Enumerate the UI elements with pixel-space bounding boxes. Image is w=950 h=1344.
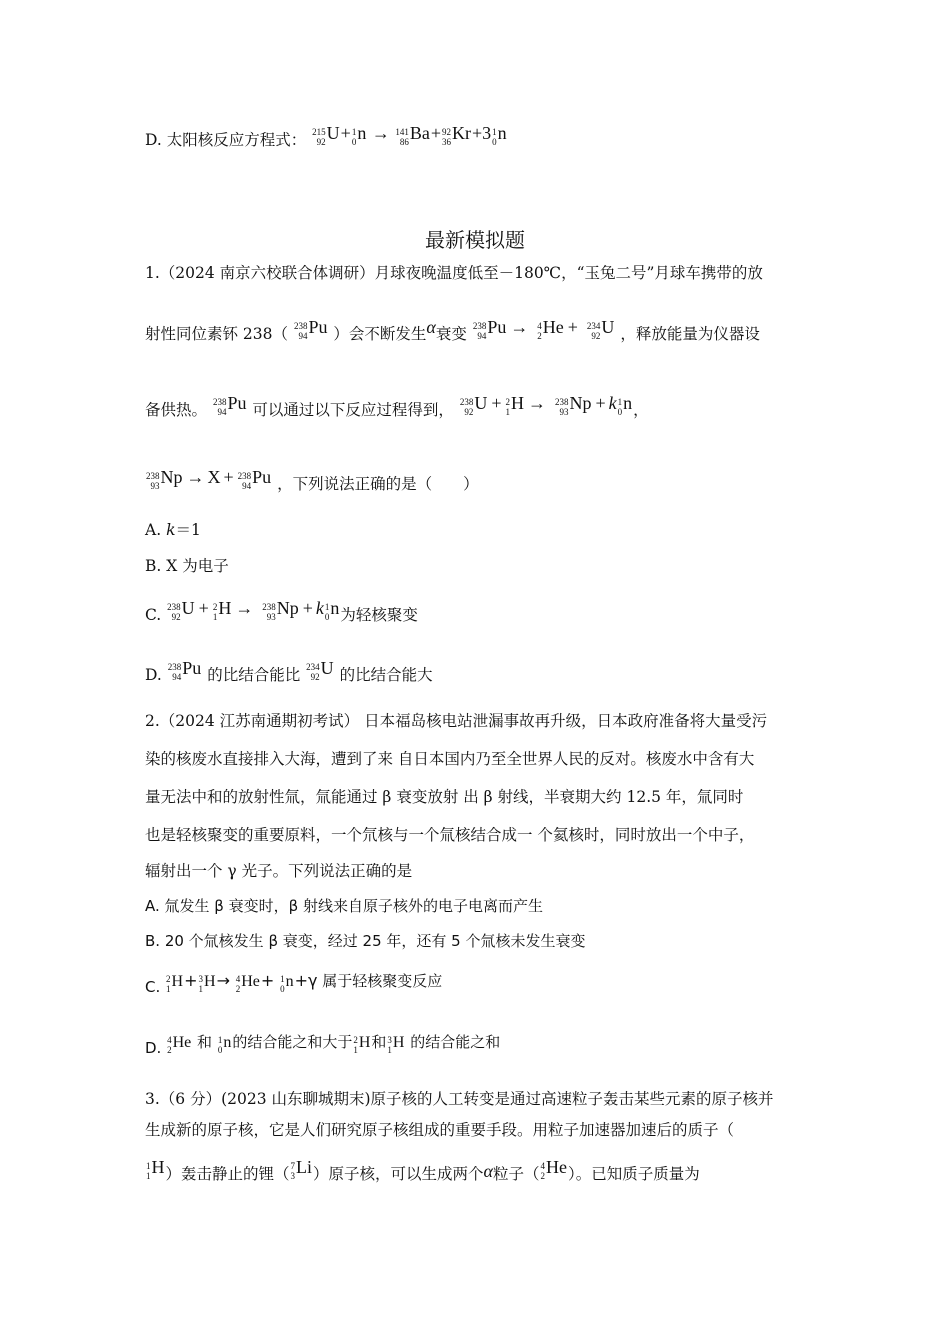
symbol: U (326, 123, 340, 143)
atomic-number: 93 (559, 406, 569, 417)
k-variable: k (166, 521, 176, 539)
q1-option-d (145, 658, 433, 686)
symbol: U (474, 393, 488, 413)
text: ）。已知质子质量为 (568, 1165, 700, 1183)
atomic-number: 0 (617, 406, 623, 417)
h2-nuclide (353, 1034, 371, 1060)
u234-nuclide (306, 658, 334, 686)
symbol: Li (296, 1157, 313, 1177)
text: 的比结合能大 (339, 666, 433, 684)
atomic-number: 1 (353, 1045, 358, 1056)
h2-nuclide (505, 393, 525, 421)
atomic-number: 36 (441, 136, 451, 147)
text: ，下列说法正确的是（ ） (277, 475, 479, 493)
u234-nuclide (586, 317, 615, 345)
mass-number: 234 (306, 661, 320, 672)
text: 的结合能之和 (405, 1033, 501, 1051)
atomic-number: 1 (505, 406, 511, 417)
mass-number: 238 (167, 661, 182, 672)
mass-number: 238 (212, 396, 227, 407)
q2-option-a: A. 氚发生 β 衰变时，β 射线来自原子核外的电子电离而产生 (145, 897, 543, 915)
text: D. (145, 666, 167, 684)
atomic-number: 1 (212, 611, 218, 622)
q1-stem-line-4 (145, 467, 479, 495)
atomic-number: 1 (198, 984, 203, 995)
text: ）原子核，可以生成两个 (313, 1165, 484, 1183)
atomic-number: 86 (399, 136, 409, 147)
symbol: n (330, 598, 340, 618)
pu238-nuclide (212, 393, 247, 421)
text: A. (145, 521, 167, 539)
symbol: H (204, 973, 216, 990)
q2-stem-line-4: 也是轻核聚变的重要原料，一个氘核与一个氚核结合成一 个氦核时，同时放出一个中子， (145, 826, 755, 844)
pu238-nuclide (472, 317, 507, 345)
mass-number: 3 (198, 974, 203, 985)
mass-number: 2 (212, 601, 218, 612)
atomic-number: 92 (464, 406, 474, 417)
plus: + (430, 123, 441, 143)
symbol: Pu (182, 658, 202, 678)
atomic-number: 1 (166, 984, 171, 995)
nuclide (395, 123, 430, 151)
atomic-number: 94 (217, 406, 227, 417)
q1-stem-line-3 (145, 393, 649, 421)
text: 的结合能之和大于 (232, 1033, 353, 1051)
k-variable: k (315, 598, 324, 618)
symbol: U (320, 658, 334, 678)
mass-number: 238 (167, 601, 181, 612)
plus: + (184, 971, 198, 990)
atomic-number: 92 (310, 671, 320, 682)
arrow: → (510, 317, 529, 337)
symbol: Np (160, 467, 183, 487)
mass-number: 1 (351, 126, 357, 137)
symbol: H (218, 598, 232, 618)
mass-number: 1 (617, 396, 623, 407)
plus: + (340, 123, 351, 143)
q2-stem-line-1: 2.（2024 江苏南通期初考试） 日本福岛核电站泄漏事故再升级，日本政府准备将大量受污 (145, 712, 768, 730)
mass-number: 4 (537, 320, 542, 331)
q3-stem-line-3 (145, 1157, 700, 1185)
text: D. (145, 1039, 162, 1057)
q2-stem-line-5: 辐射出一个 γ 光子。下列说法正确的是 (145, 862, 413, 880)
q1-option-c (145, 598, 418, 626)
atomic-number: 3 (290, 1170, 296, 1181)
np238-nuclide (554, 393, 592, 421)
arrow: → (216, 971, 230, 990)
pu238-nuclide (293, 317, 328, 345)
text: 衰变 (435, 325, 467, 343)
atomic-number: 0 (280, 984, 285, 995)
h2-nuclide (166, 973, 184, 999)
alpha-symbol: α (426, 317, 436, 337)
text: C. (145, 606, 167, 624)
neutron-nuclide (617, 393, 633, 421)
mass-number: 1 (492, 126, 497, 137)
q1-stem-line-1: 1.（2024 南京六校联合体调研）月球夜晚温度低至－180℃，“玉兔二号”月球车携带的放 (145, 264, 763, 282)
q3-stem-line-2: 生成新的原子核，它是人们研究原子核组成的重要手段。用粒子加速器加速后的质子（ (145, 1121, 735, 1139)
section-title: 最新模拟题 (425, 228, 525, 252)
symbol: H (511, 393, 525, 413)
symbol: Kr (451, 123, 471, 143)
atomic-number: 1 (387, 1045, 392, 1056)
plus: + (302, 598, 313, 618)
plus: + (595, 393, 606, 413)
atomic-number: 0 (492, 136, 497, 147)
atomic-number: 2 (537, 330, 542, 341)
q1-option-b: B. X 为电子 (145, 557, 229, 575)
mass-number: 238 (459, 396, 474, 407)
mass-number: 238 (472, 320, 487, 331)
pu238-nuclide (167, 658, 202, 686)
u238-nuclide (167, 598, 195, 626)
he4-nuclide (167, 1034, 192, 1060)
nuclide (351, 123, 367, 151)
mass-number: 3 (387, 1035, 392, 1046)
symbol: n (497, 123, 507, 143)
nuclide (312, 123, 340, 151)
sun-reaction-equation (311, 123, 507, 149)
text: 和 (192, 1033, 213, 1051)
plus: + (260, 971, 275, 990)
symbol: Pu (308, 317, 328, 337)
h1-nuclide (146, 1157, 165, 1185)
symbol: Pu (227, 393, 247, 413)
alpha-symbol: α (483, 1161, 493, 1181)
symbol: H (171, 973, 184, 990)
q2-option-b: B. 20 个氚核发生 β 衰变，经过 25 年，还有 5 个氚核未发生衰变 (145, 932, 586, 950)
text: 射性同位素钚 238（ (145, 325, 289, 343)
prev-option-d (145, 123, 508, 151)
arrow: → (371, 123, 390, 143)
plus: + (491, 393, 502, 413)
comma: ， (633, 401, 649, 419)
mass-number: 2 (166, 974, 171, 985)
atomic-number: 0 (324, 611, 330, 622)
mass-number: 238 (293, 320, 308, 331)
mass-number: 1 (217, 1035, 223, 1046)
symbol: n (623, 393, 633, 413)
mass-number: 234 (586, 320, 601, 331)
atomic-number: 2 (235, 984, 241, 995)
atomic-number: 2 (167, 1045, 172, 1056)
symbol: n (357, 123, 367, 143)
mass-number: 1 (324, 601, 330, 612)
arrow: → (528, 393, 547, 413)
text: ）轰击静止的锂（ (165, 1165, 290, 1183)
plus: + (223, 467, 234, 487)
mass-number: 4 (540, 1160, 545, 1171)
mass-number: 4 (235, 974, 241, 985)
np238-nuclide (262, 598, 299, 626)
atomic-number: 92 (316, 136, 326, 147)
atomic-number: 0 (217, 1045, 223, 1056)
li7-nuclide (290, 1157, 313, 1185)
symbol: n (223, 1034, 232, 1051)
atomic-number: 92 (591, 330, 601, 341)
symbol: U (601, 317, 615, 337)
atomic-number: 94 (242, 480, 252, 491)
q2-option-d (145, 1033, 501, 1060)
plus: +3 (471, 123, 492, 143)
q1-option-a (145, 519, 201, 541)
text: 粒子（ (492, 1165, 540, 1183)
nuclide (492, 123, 507, 151)
mass-number: 7 (290, 1160, 296, 1171)
symbol: He (542, 317, 564, 337)
symbol: He (546, 1157, 567, 1177)
neutron-nuclide (324, 598, 340, 626)
plus: + (567, 317, 578, 337)
symbol: Pu (487, 317, 507, 337)
symbol: Pu (252, 467, 272, 487)
atomic-number: 94 (477, 330, 487, 341)
arrow: → (235, 598, 254, 618)
q2-option-c (145, 971, 443, 999)
text: ）会不断发生 (333, 325, 427, 343)
symbol: n (285, 973, 294, 990)
atomic-number: 94 (172, 671, 182, 682)
mass-number: 215 (312, 126, 326, 137)
text: 可以通过以下反应过程得到， (252, 401, 454, 419)
h3-nuclide (198, 973, 216, 999)
symbol: H (392, 1034, 405, 1051)
q1-stem-line-2 (145, 317, 760, 345)
neutron-nuclide (280, 973, 294, 999)
symbol: Ba (409, 123, 430, 143)
he4-nuclide (235, 973, 260, 999)
symbol: U (181, 598, 195, 618)
plus: + (198, 598, 209, 618)
symbol: H (151, 1157, 165, 1177)
symbol: Np (276, 598, 299, 618)
he4-nuclide (537, 317, 564, 345)
prev-option-d-label: D. 太阳核反应方程式： (145, 131, 307, 149)
pu238-nuclide (237, 467, 272, 495)
mass-number: 141 (395, 126, 409, 137)
atomic-number: 93 (266, 611, 276, 622)
mass-number: 1 (280, 974, 285, 985)
text: ＝1 (175, 521, 201, 539)
atomic-number: 94 (298, 330, 308, 341)
atomic-number: 92 (171, 611, 181, 622)
neutron-nuclide (217, 1034, 232, 1060)
gamma: +γ (294, 971, 318, 990)
text: C. (145, 978, 161, 996)
mass-number: 238 (262, 601, 276, 612)
atomic-number: 93 (150, 480, 160, 491)
arrow: → (186, 467, 205, 487)
x-particle: X (207, 467, 221, 487)
atomic-number: 1 (146, 1170, 151, 1181)
mass-number: 1 (146, 1160, 151, 1171)
text: 的比结合能比 (207, 666, 301, 684)
he4-nuclide (540, 1157, 568, 1185)
mass-number: 238 (146, 470, 160, 481)
q2-stem-line-2: 染的核废水直接排入大海，遭到了来 自日本国内乃至全世界人民的反对。核废水中含有大 (145, 750, 755, 768)
symbol: Np (569, 393, 592, 413)
mass-number: 92 (441, 126, 451, 137)
text: 和 (371, 1033, 387, 1051)
mass-number: 4 (167, 1035, 172, 1046)
symbol: He (241, 973, 260, 990)
text: 属于轻核聚变反应 (322, 972, 443, 990)
q3-stem-line-1: 3.（6 分）(2023 山东聊城期末)原子核的人工转变是通过高速粒子轰击某些元素的原子核并 (145, 1090, 774, 1108)
u238-nuclide (459, 393, 488, 421)
symbol: H (358, 1034, 371, 1051)
k-variable: k (608, 393, 617, 413)
text: ，释放能量为仪器设 (620, 325, 760, 343)
text: 备供热。 (145, 401, 208, 419)
atomic-number: 2 (540, 1170, 545, 1181)
q2-stem-line-3: 量无法中和的放射性氚，氚能通过 β 衰变放射 出 β 射线，半衰期大约 12.5 年，氚同时 (145, 788, 744, 806)
nuclide (441, 123, 471, 151)
text: 为轻核聚变 (340, 606, 418, 624)
np238-nuclide (146, 467, 183, 495)
atomic-number: 0 (351, 136, 357, 147)
mass-number: 2 (353, 1035, 358, 1046)
h3-nuclide (387, 1034, 405, 1060)
symbol: He (172, 1034, 192, 1051)
mass-number: 238 (554, 396, 569, 407)
mass-number: 2 (505, 396, 511, 407)
mass-number: 238 (237, 470, 252, 481)
h2-nuclide (212, 598, 232, 626)
